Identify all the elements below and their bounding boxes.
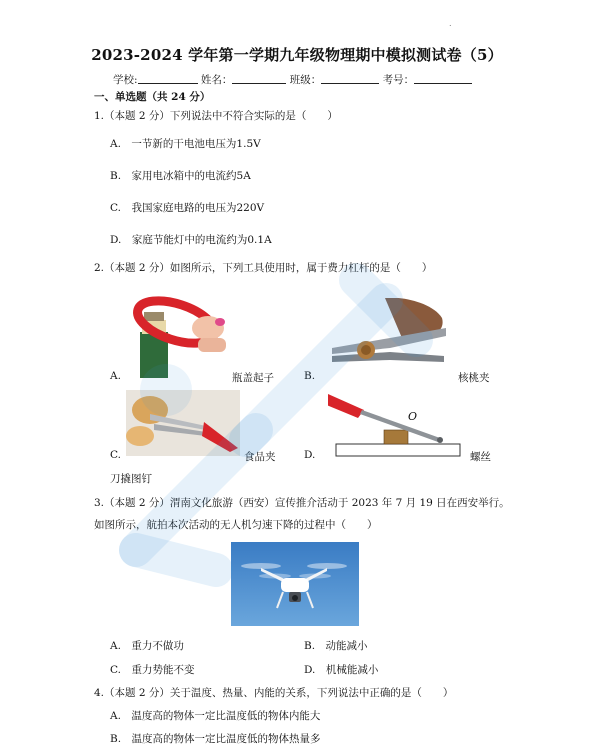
bottle-opener-image [128, 282, 226, 378]
q2-option-a-letter: A. [110, 370, 121, 382]
school-blank [138, 73, 198, 84]
q3-option-c: C. 重力势能不变 [110, 664, 195, 676]
exam-no-label: 考号： [382, 74, 415, 86]
q3-option-a: A. 重力不做功 [110, 640, 184, 652]
q2-option-c-letter: C. [110, 449, 121, 461]
fulcrum-label: O [408, 410, 418, 423]
q4-option-a: A. 温度高的物体一定比温度低的物体内能大 [110, 710, 321, 722]
q2-option-d-caption-1: 螺丝 [470, 451, 491, 463]
q2-option-a-caption: 瓶盖起子 [232, 372, 274, 384]
student-info-line [113, 72, 472, 87]
name-label: 姓名： [200, 74, 233, 86]
q2-option-d-letter: D. [304, 449, 316, 461]
q3-stem-line1: 3.（本题 2 分）渭南文化旅游（西安）宣传推介活动于 2023 年 7 月 19 日在西安举行。 [94, 497, 510, 509]
page-title: 2023-2024 学年第一学期九年级物理期中模拟测试卷（5） [91, 46, 503, 64]
q2-option-d-caption-2: 刀撬图钉 [110, 473, 152, 485]
q2-stem: 2.（本题 2 分）如图所示，下列工具使用时，属于费力杠杆的是（ ） [94, 262, 433, 274]
q2-option-b-caption: 核桃夹 [458, 372, 490, 384]
q4-stem: 4.（本题 2 分）关于温度、热量、内能的关系，下列说法中正确的是（ ） [94, 687, 454, 699]
q3-option-b: B. 动能减小 [304, 640, 368, 652]
school-label: 学校: [113, 74, 138, 86]
drone-image [231, 542, 359, 626]
exam-no-blank [414, 73, 472, 84]
q3-option-d: D. 机械能减小 [304, 664, 379, 676]
q1-option-c: C. 我国家庭电路的电压为220V [110, 202, 265, 214]
class-blank [321, 73, 379, 84]
name-blank [232, 73, 286, 84]
q1-stem: 1.（本题 2 分）下列说法中不符合实际的是（ ） [94, 110, 338, 122]
food-tongs-image [126, 390, 240, 456]
q1-option-b: B. 家用电冰箱中的电流约5A [110, 170, 251, 182]
q1-option-d: D. 家庭节能灯中的电流约为0.1A [110, 234, 272, 246]
q3-stem-line2: 如图所示，航拍本次活动的无人机匀速下降的过程中（ ） [94, 519, 378, 531]
q2-option-b-letter: B. [304, 370, 316, 382]
class-label: 班级： [289, 74, 322, 86]
screwdriver-pry-image [328, 388, 464, 458]
q2-option-c-caption: 食品夹 [244, 451, 276, 463]
q4-option-b: B. 温度高的物体一定比温度低的物体热量多 [110, 733, 321, 745]
corner-mark: . [449, 19, 452, 28]
q1-option-a: A. 一节新的干电池电压为1.5V [110, 138, 261, 150]
section-title: 一、单选题（共 24 分） [94, 91, 211, 103]
nutcracker-image [330, 298, 448, 372]
